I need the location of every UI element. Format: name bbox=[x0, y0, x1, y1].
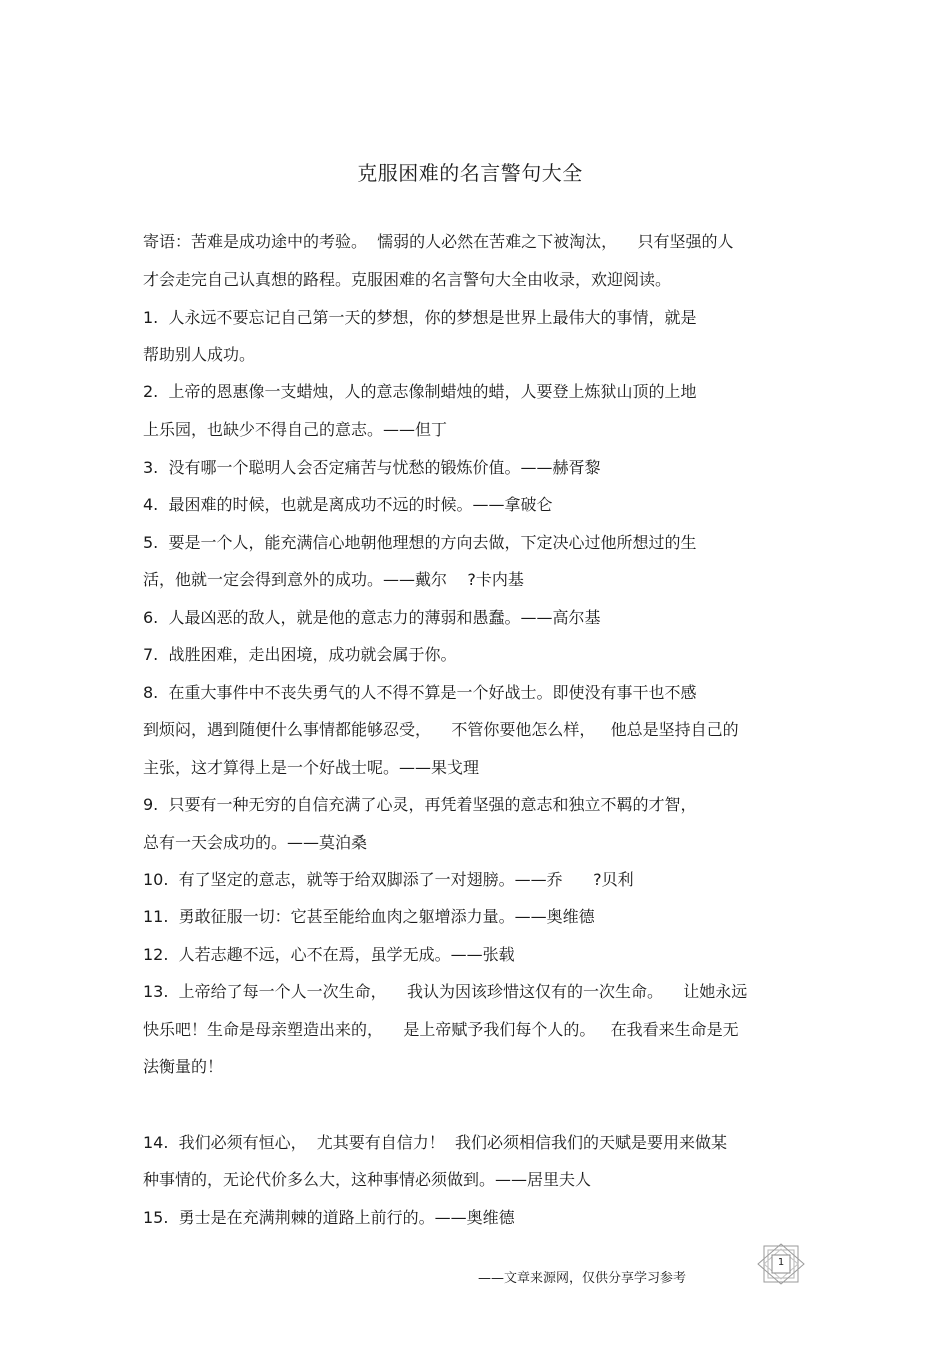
quote-8-line-3: 主张，这才算得上是一个好战士呢。——果戈理 bbox=[143, 758, 480, 777]
page-number: 1 bbox=[777, 1257, 785, 1268]
body-line-intro-2: 才会走完自己认真想的路程。克服困难的名言警句大全由收录，欢迎阅读。 bbox=[143, 270, 672, 289]
quote-13-line-2: 快乐吧！生命是母亲塑造出来的， 是上帝赋予我们每个人的。 在我看来生命是无 bbox=[143, 1020, 739, 1039]
quote-7: 7. 战胜困难，走出困境，成功就会属于你。 bbox=[143, 645, 457, 664]
page-title: 克服困难的名言警句大全 bbox=[357, 161, 583, 185]
quote-5-line-2: 活，他就一定会得到意外的成功。——戴尔 ?卡内基 bbox=[143, 570, 524, 589]
footer-source-note: ——文章来源网，仅供分享学习参考 bbox=[478, 1271, 687, 1286]
quote-2-line-2: 上乐园，也缺少不得自己的意志。——但丁 bbox=[143, 420, 448, 439]
quote-9-line-2: 总有一天会成功的。——莫泊桑 bbox=[143, 833, 368, 852]
quote-15: 15. 勇士是在充满荆棘的道路上前行的。——奥维德 bbox=[143, 1208, 515, 1227]
quote-13-line-3: 法衡量的！ bbox=[143, 1057, 224, 1076]
quote-8-line-2: 到烦闷，遇到随便什么事情都能够忍受， 不管你要他怎么样， 他总是坚持自己的 bbox=[143, 720, 739, 739]
quote-5-line-1: 5. 要是一个人，能充满信心地朝他理想的方向去做，下定决心过他所想过的生 bbox=[143, 533, 697, 552]
page-number-badge bbox=[755, 1243, 807, 1285]
quote-1-line-2: 帮助别人成功。 bbox=[143, 345, 256, 364]
quote-2-line-1: 2. 上帝的恩惠像一支蜡烛，人的意志像制蜡烛的蜡，人要登上炼狱山顶的上地 bbox=[143, 382, 697, 401]
quote-3: 3. 没有哪一个聪明人会否定痛苦与忧愁的锻炼价值。——赫胥黎 bbox=[143, 458, 601, 477]
quote-4: 4. 最困难的时候，也就是离成功不远的时候。——拿破仑 bbox=[143, 495, 553, 514]
quote-10: 10. 有了坚定的意志，就等于给双脚添了一对翅膀。——乔 ?贝利 bbox=[143, 870, 634, 889]
quote-12: 12. 人若志趣不远，心不在焉，虽学无成。——张载 bbox=[143, 945, 515, 964]
quote-14-line-1: 14. 我们必须有恒心， 尤其要有自信力！ 我们必须相信我们的天赋是要用来做某 bbox=[143, 1133, 727, 1152]
body-line-intro-1: 寄语：苦难是成功途中的考验。 懦弱的人必然在苦难之下被淘汰， 只有坚强的人 bbox=[143, 232, 734, 251]
quote-13-line-1: 13. 上帝给了每一个人一次生命， 我认为因该珍惜这仅有的一次生命。 让她永远 bbox=[143, 982, 748, 1001]
quote-6: 6. 人最凶恶的敌人，就是他的意志力的薄弱和愚蠢。——高尔基 bbox=[143, 608, 601, 627]
quote-14-line-2: 种事情的，无论代价多么大，这种事情必须做到。——居里夫人 bbox=[143, 1170, 592, 1189]
quote-11: 11. 勇敢征服一切：它甚至能给血肉之躯增添力量。——奥维德 bbox=[143, 907, 595, 926]
quote-1-line-1: 1. 人永远不要忘记自己第一天的梦想，你的梦想是世界上最伟大的事情，就是 bbox=[143, 308, 697, 327]
quote-8-line-1: 8. 在重大事件中不丧失勇气的人不得不算是一个好战士。即使没有事干也不感 bbox=[143, 683, 697, 702]
quote-9-line-1: 9. 只要有一种无穷的自信充满了心灵，再凭着坚强的意志和独立不羁的才智， bbox=[143, 795, 697, 814]
